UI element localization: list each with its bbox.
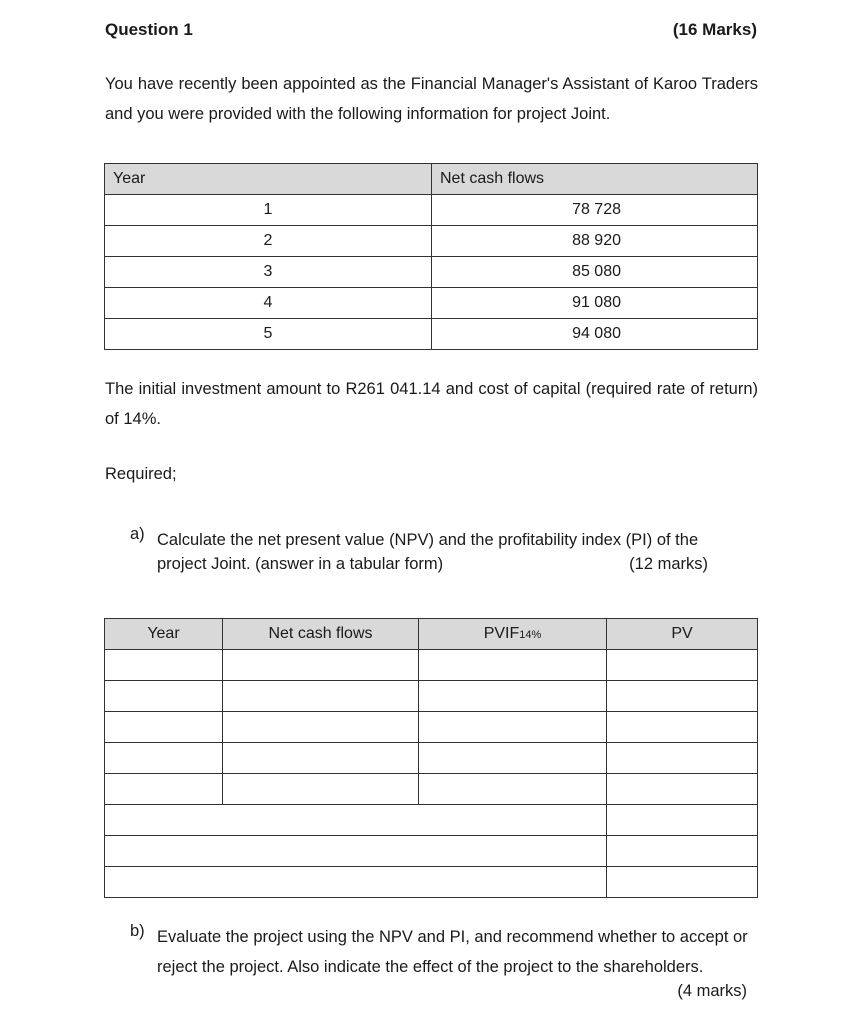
answer-total-label-cell [105,867,607,898]
answer-header-net-cash-flows: Net cash flows [223,619,419,650]
answer-cell [607,681,758,712]
answer-total-cell [607,867,758,898]
part-b-label: b) [130,922,145,940]
answer-cell [419,712,607,743]
cash-flow-header-row [105,164,758,195]
answer-row [105,712,758,743]
answer-cell [105,650,223,681]
year-cell: 4 [105,288,432,319]
year-cell: 1 [105,195,432,226]
cash-flow-cell: 94 080 [432,319,758,350]
answer-row [105,681,758,712]
answer-header-year: Year [105,619,223,650]
answer-row [105,650,758,681]
cash-flow-table [104,163,758,350]
answer-cell [105,681,223,712]
answer-row [105,743,758,774]
cash-flow-cell: 85 080 [432,257,758,288]
answer-cell [223,712,419,743]
answer-cell [223,774,419,805]
header-net-cash-flows: Net cash flows [432,164,758,195]
intro-paragraph: You have recently been appointed as the Financial Manager's Assistant of Karoo Traders and you were provided with the following information for project Joint. [105,75,758,123]
answer-cell [419,650,607,681]
table-row [105,288,758,319]
investment-paragraph: The initial investment amount to R261 041.14 and cost of capital (required rate of return) of 14%. [105,380,758,428]
answer-total-row [105,867,758,898]
answer-total-row [105,836,758,867]
year-cell: 5 [105,319,432,350]
answer-cell [223,743,419,774]
part-b-text: Evaluate the project using the NPV and PI, and recommend whether to accept or reject the project. Also indicate the effect of the project to the shareholders. [157,928,748,976]
part-a-text-line1: Calculate the net present value (NPV) and the profitability index (PI) of the [157,531,699,549]
answer-total-label-cell [105,805,607,836]
cash-flow-cell: 78 728 [432,195,758,226]
question-title: Question 1 [105,20,193,39]
pvif-label: PVIF [483,625,520,642]
part-a-line2 [157,555,708,574]
pvif-subscript: 14% [519,629,542,641]
cash-flow-cell: 91 080 [432,288,758,319]
question-marks: (16 Marks) [672,20,757,39]
answer-cell [223,681,419,712]
table-row [105,226,758,257]
answer-cell [419,774,607,805]
answer-cell [223,650,419,681]
year-cell: 3 [105,257,432,288]
answer-header-pvif [419,619,607,650]
required-label: Required; [105,465,177,483]
answer-total-cell [607,836,758,867]
table-row [105,319,758,350]
table-row [105,257,758,288]
answer-header-pv: PV [607,619,758,650]
answer-cell [105,712,223,743]
part-a-marks: (12 marks) [629,555,708,573]
part-a-label: a) [130,525,145,543]
part-b-marks: (4 marks) [677,982,747,1000]
cash-flow-cell: 88 920 [432,226,758,257]
answer-cell [105,743,223,774]
answer-header-row [105,619,758,650]
table-row [105,195,758,226]
answer-row [105,774,758,805]
part-a-text-line2: project Joint. (answer in a tabular form) [157,555,444,573]
answer-total-label-cell [105,836,607,867]
answer-cell [419,681,607,712]
answer-cell [607,650,758,681]
answer-table [104,618,758,898]
year-cell: 2 [105,226,432,257]
answer-cell [607,774,758,805]
answer-total-row [105,805,758,836]
header-year: Year [105,164,432,195]
answer-cell [607,743,758,774]
answer-cell [419,743,607,774]
answer-total-cell [607,805,758,836]
answer-cell [105,774,223,805]
answer-cell [607,712,758,743]
